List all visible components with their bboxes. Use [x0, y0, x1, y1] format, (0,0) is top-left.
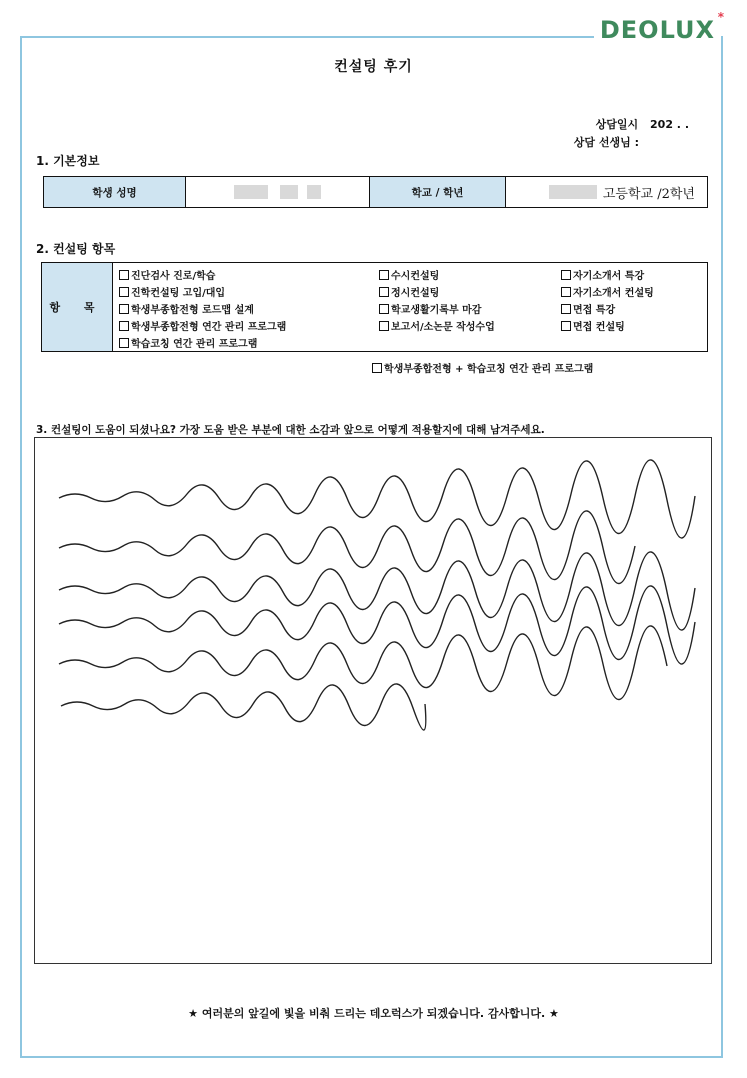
redacted-name	[307, 185, 321, 199]
deolux-logo	[594, 10, 725, 44]
checkbox-icon[interactable]	[561, 304, 571, 314]
handwriting-line	[59, 460, 695, 538]
redacted-school	[549, 185, 597, 199]
checkbox-icon[interactable]	[119, 287, 129, 297]
items-col3	[555, 263, 708, 352]
logo-text: DEOLUX	[599, 16, 715, 44]
checkbox-label: 수시컨설팅	[391, 271, 440, 282]
handwriting-line	[61, 684, 426, 730]
checkbox-label: 학생부종합전형 로드맵 설계	[131, 305, 254, 316]
teacher-label: 상담 선생님 :	[573, 136, 639, 149]
handwriting-line	[59, 626, 667, 700]
checkbox-item-wide[interactable]	[372, 359, 593, 376]
basic-info-table	[43, 176, 708, 208]
handwriting-line	[59, 511, 635, 584]
checkbox-item[interactable]	[379, 300, 555, 317]
section3-question: 3. 컨설팅이 도움이 되셨나요? 가장 도움 받은 부분에 대한 소감과 앞으로 어떻게 적용할지에 대해 남겨주세요.	[36, 424, 545, 436]
checkbox-item[interactable]	[119, 283, 373, 300]
checkbox-label: 보고서/소논문 작성수업	[391, 322, 495, 333]
section1-heading: 1. 기본정보	[36, 154, 100, 168]
student-name-value	[186, 177, 370, 208]
checkbox-icon[interactable]	[379, 287, 389, 297]
checkbox-icon[interactable]	[561, 321, 571, 331]
consulting-items-table	[41, 262, 708, 352]
checkbox-item[interactable]	[561, 300, 707, 317]
redacted-name	[280, 185, 298, 199]
checkbox-icon[interactable]	[119, 304, 129, 314]
checkbox-label: 학교생활기록부 마감	[391, 305, 482, 316]
checkbox-icon[interactable]	[561, 270, 571, 280]
school-value: 고등학교 /2학년	[602, 186, 695, 202]
checkbox-item[interactable]	[561, 317, 707, 334]
logo-star-icon: *	[717, 10, 725, 24]
checkbox-item[interactable]	[119, 317, 373, 334]
checkbox-item[interactable]	[561, 283, 707, 300]
date-value: 202 . .	[650, 118, 689, 131]
checkbox-item[interactable]	[379, 283, 555, 300]
checkbox-icon[interactable]	[379, 270, 389, 280]
student-name-label: 학생 성명	[44, 177, 186, 208]
checkbox-icon[interactable]	[119, 321, 129, 331]
checkbox-icon[interactable]	[119, 270, 129, 280]
handwriting-svg	[35, 438, 710, 962]
items-col2	[373, 263, 555, 352]
checkbox-label: 정시컨설팅	[391, 288, 440, 299]
redacted-name	[234, 185, 268, 199]
checkbox-label: 진학컨설팅 고입/대입	[131, 288, 226, 299]
section2-heading: 2. 컨설팅 항목	[36, 242, 116, 256]
checkbox-item[interactable]	[119, 334, 373, 351]
consult-date	[596, 116, 689, 132]
school-value-cell	[506, 177, 708, 208]
checkbox-label: 자기소개서 특강	[573, 271, 645, 282]
checkbox-item[interactable]	[379, 266, 555, 283]
checkbox-icon[interactable]	[119, 338, 129, 348]
page-title: 컨설팅 후기	[334, 59, 413, 75]
items-row-header: 항 목	[42, 263, 113, 352]
review-answer-box[interactable]	[34, 437, 712, 964]
checkbox-label: 학생부종합전형 + 학습코칭 연간 관리 프로그램	[384, 364, 594, 375]
checkbox-label: 면접 특강	[573, 305, 616, 316]
checkbox-icon[interactable]	[379, 304, 389, 314]
items-col1	[113, 263, 374, 352]
checkbox-icon[interactable]	[379, 321, 389, 331]
date-label: 상담일시	[595, 118, 639, 131]
checkbox-label: 학습코칭 연간 관리 프로그램	[131, 339, 258, 350]
checkbox-item[interactable]	[119, 300, 373, 317]
checkbox-label: 자기소개서 컨설팅	[573, 288, 654, 299]
checkbox-label: 진단검사 진로/학습	[131, 271, 216, 282]
checkbox-label: 면접 컨설팅	[573, 322, 625, 333]
checkbox-item[interactable]	[561, 266, 707, 283]
consultant	[574, 134, 689, 150]
checkbox-label: 학생부종합전형 연간 관리 프로그램	[131, 322, 287, 333]
handwriting-line	[59, 552, 695, 630]
checkbox-icon[interactable]	[561, 287, 571, 297]
checkbox-item[interactable]	[119, 266, 373, 283]
school-label: 학교 / 학년	[370, 177, 506, 208]
checkbox-item[interactable]	[379, 317, 555, 334]
checkbox-icon[interactable]	[372, 363, 382, 373]
footer-message: ★ 여러분의 앞길에 빛을 비춰 드리는 데오럭스가 되겠습니다. 감사합니다. ★	[188, 1007, 559, 1020]
